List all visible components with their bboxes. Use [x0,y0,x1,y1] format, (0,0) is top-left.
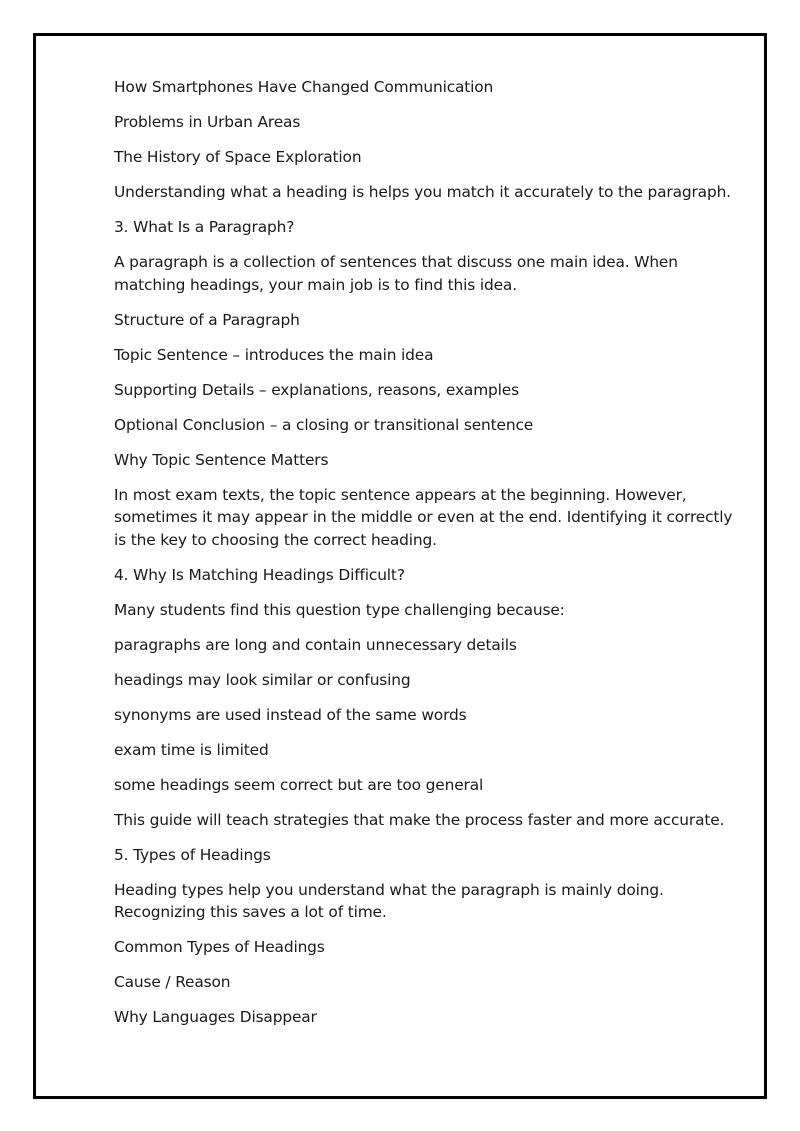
example-heading-smartphones: How Smartphones Have Changed Communication [114,78,494,96]
guide-purpose-text: This guide will teach strategies that make the process faster and more accurate. [114,810,725,829]
difficulty-item-similar-headings: headings may look similar or confusing [114,670,411,689]
structure-item-supporting-details: Supporting Details – explanations, reasons, examples [114,380,519,399]
heading-explanation-text: Understanding what a heading is helps you match it accurately to the paragraph. [114,183,731,201]
structure-item-conclusion: Optional Conclusion – a closing or transitional sentence [114,415,534,434]
section-heading-why-difficult: 4. Why Is Matching Headings Difficult? [114,565,405,584]
document-body [114,76,744,1041]
difficulty-item-too-general: some headings seem correct but are too general [114,775,484,794]
subheading-common-types: Common Types of Headings [114,938,325,956]
structure-item-topic-sentence: Topic Sentence – introduces the main idea [114,345,434,364]
subheading-structure: Structure of a Paragraph [114,310,300,329]
paragraph-definition-text: A paragraph is a collection of sentences that discuss one main idea. When matching headings, your main job is to find this idea. [114,253,678,294]
section-heading-types: 5. Types of Headings [114,845,271,864]
subheading-topic-sentence-matters: Why Topic Sentence Matters [114,450,329,469]
topic-sentence-explanation-text: In most exam texts, the topic sentence appears at the beginning. However, sometimes it may appear in the middle or even at the end. Identifying it correctly is the key to choosing the correct heading. [114,485,733,549]
difficulty-intro-text: Many students find this question type challenging because: [114,600,565,619]
difficulty-item-long-paragraphs: paragraphs are long and contain unnecessary details [114,635,517,654]
example-heading-urban: Problems in Urban Areas [114,113,301,131]
difficulty-item-time-limited: exam time is limited [114,740,269,759]
type-item-cause-reason: Cause / Reason [114,973,231,991]
difficulty-item-synonyms: synonyms are used instead of the same words [114,705,467,724]
section-heading-what-is-paragraph: 3. What Is a Paragraph? [114,218,295,236]
example-heading-space: The History of Space Exploration [114,148,362,166]
heading-types-intro-text: Heading types help you understand what the paragraph is mainly doing. Recognizing this saves a lot of time. [114,880,664,921]
type-example-languages: Why Languages Disappear [114,1008,317,1026]
